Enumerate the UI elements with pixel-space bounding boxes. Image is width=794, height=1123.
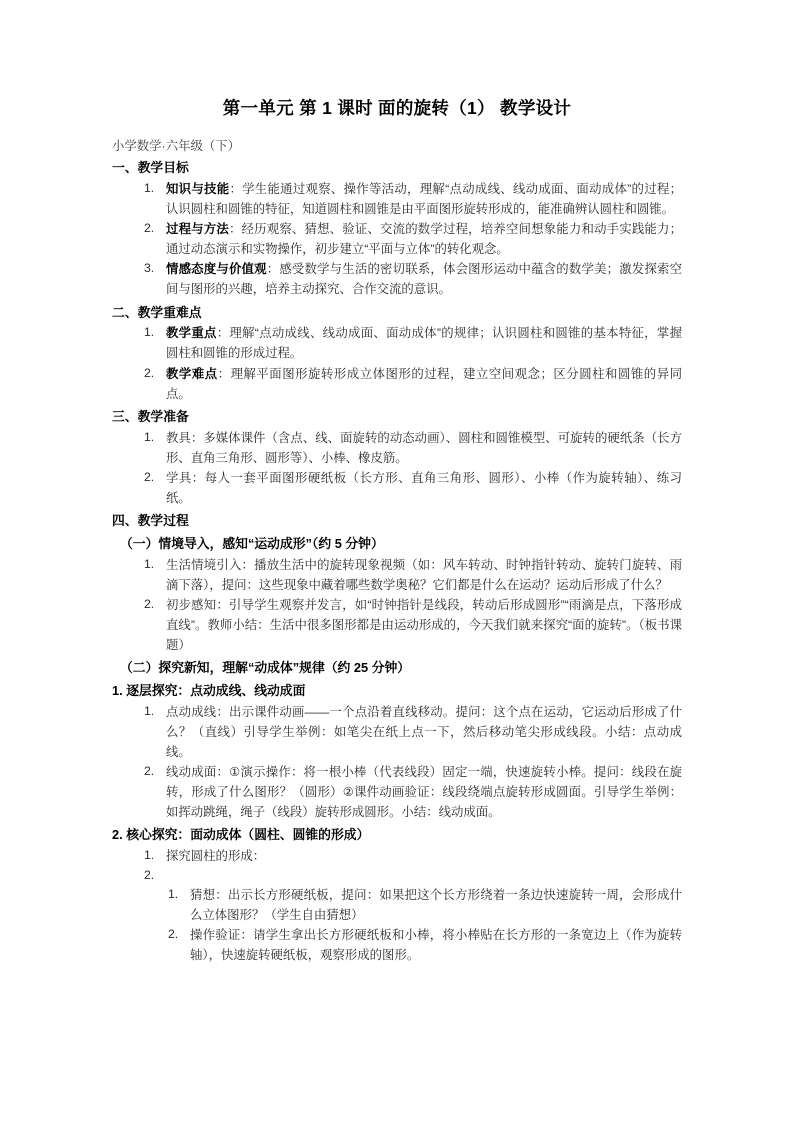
list-item bbox=[112, 762, 682, 822]
item-label: 教学重点 bbox=[166, 326, 217, 341]
subsection-heading-part-two: （二）探究新知，理解“动成体”规律（约 25 分钟） bbox=[120, 660, 411, 676]
item-text: ：感受数学与生活的密切联系，体会图形运动中蕴含的数学美；激发探索空间与图形的兴趣，培养主动探究、合作交流的意识。 bbox=[166, 262, 683, 297]
list-item bbox=[112, 179, 682, 219]
step-two-nested-list bbox=[134, 885, 682, 965]
page-title: 第一单元 第 1 课时 面的旋转（1） 教学设计 bbox=[222, 98, 572, 118]
item-label: 知识与技能 bbox=[166, 181, 230, 196]
nested-list-wrapper bbox=[112, 885, 682, 965]
item-text: ：理解“点动成线、线动成面、面动成体”的规律；认识圆柱和圆锥的基本特征，掌握圆柱和圆锥的形成过程。 bbox=[166, 326, 682, 361]
document-subtitle: 小学数学·六年级（下） bbox=[112, 138, 241, 153]
item-text: 探究圆柱的形成： bbox=[166, 849, 266, 864]
objectives-list bbox=[112, 179, 682, 300]
item-text: 教具：多媒体课件（含点、线、面旋转的动态动画）、圆柱和圆锥模型、可旋转的硬纸条（长方形、直角三角形、圆形等）、小棒、橡皮筋。 bbox=[166, 430, 682, 465]
list-item bbox=[112, 323, 682, 363]
subsection-heading-step-one: 1. 逐层探究：点动成线、线动成面 bbox=[112, 682, 306, 698]
item-text: ：经历观察、猜想、验证、交流的数学过程，培养空间想象能力和动手实践能力；通过动态演示和实物操作，初步建立“平面与立体”的转化观念。 bbox=[166, 222, 683, 257]
item-text: 初步感知：引导学生观察并发言，如“时钟指针是线段，转动后形成圆形”“雨滴是点，下落形成直线”。教师小结：生活中很多图形都是由运动形成的，今天我们就来探究“面的旋转”。（板书课题） bbox=[166, 597, 682, 652]
item-text: 操作验证：请学生拿出长方形硬纸板和小棒，将小棒贴在长方形的一条宽边上（作为旋转轴），快速旋转硬纸板，观察形成的图形。 bbox=[190, 928, 682, 963]
item-text: ：学生能通过观察、操作等活动，理解“点动成线、线动成面、面动成体”的过程；认识圆柱和圆锥的特征，知道圆柱和圆锥是由平面图形旋转形成的，能准确辨认圆柱和圆锥。 bbox=[166, 181, 682, 217]
list-item bbox=[112, 866, 682, 885]
list-item bbox=[112, 259, 682, 299]
list-item bbox=[134, 885, 682, 925]
section-heading-preparation: 三、教学准备 bbox=[112, 408, 189, 424]
list-item bbox=[112, 219, 682, 259]
section-heading-process: 四、教学过程 bbox=[112, 512, 189, 528]
item-text: 生活情境引入：播放生活中的旋转现象视频（如：风车转动、时钟指针转动、旋转门旋转、雨滴下落），提问：这些现象中藏着哪些数学奥秘？它们都是什么在运动？运动后形成了什么？ bbox=[166, 557, 682, 592]
section-heading-objectives: 一、教学目标 bbox=[112, 160, 189, 176]
item-text: 点动成线：出示课件动画——一个点沿着直线移动。提问：这个点在运动，它运动后形成了什么？（直线）引导学生举例：如笔尖在纸上点一下，然后移动笔尖形成线段。小结：点动成线。 bbox=[166, 704, 682, 759]
item-label: 过程与方法 bbox=[166, 222, 229, 237]
list-item bbox=[112, 364, 682, 404]
step-two-list bbox=[112, 846, 682, 885]
section-heading-key-points: 二、教学重难点 bbox=[112, 304, 202, 320]
list-item bbox=[112, 468, 682, 508]
list-item bbox=[134, 925, 682, 965]
item-text: 线动成面：①演示操作：将一根小棒（代表线段）固定一端，快速旋转小棒。提问：线段在旋转，形成了什么图形？（圆形）②课件动画验证：线段绕端点旋转形成圆面。引导学生举例：如挥动跳绳，绳子（线段）旋转形成圆形。小结：线动成面。 bbox=[166, 764, 682, 820]
list-item bbox=[112, 702, 682, 762]
item-text: 猜想：出示长方形硬纸板，提问：如果把这个长方形绕着一条边快速旋转一周，会形成什么立体图形？（学生自由猜想） bbox=[190, 888, 682, 923]
step-one-list bbox=[112, 702, 682, 823]
preparation-list bbox=[112, 428, 682, 508]
key-points-list bbox=[112, 323, 682, 403]
item-text: 学具：每人一套平面图形硬纸板（长方形、直角三角形、圆形）、小棒（作为旋转轴）、练习纸。 bbox=[166, 470, 682, 505]
item-text: ：理解平面图形旋转形成立体图形的过程，建立空间观念；区分圆柱和圆锥的异同点。 bbox=[166, 366, 683, 401]
item-label: 教学难点 bbox=[166, 366, 218, 381]
list-item bbox=[112, 428, 682, 468]
list-item bbox=[112, 846, 682, 866]
list-item bbox=[112, 555, 682, 595]
item-label: 情感态度与价值观 bbox=[166, 262, 267, 277]
subsection-heading-part-one: （一）情境导入，感知“运动成形”（约 5 分钟） bbox=[120, 535, 384, 551]
subsection-heading-step-two: 2. 核心探究：面动成体（圆柱、圆锥的形成） bbox=[112, 827, 370, 843]
list-item bbox=[112, 595, 682, 655]
part-one-list bbox=[112, 555, 682, 655]
